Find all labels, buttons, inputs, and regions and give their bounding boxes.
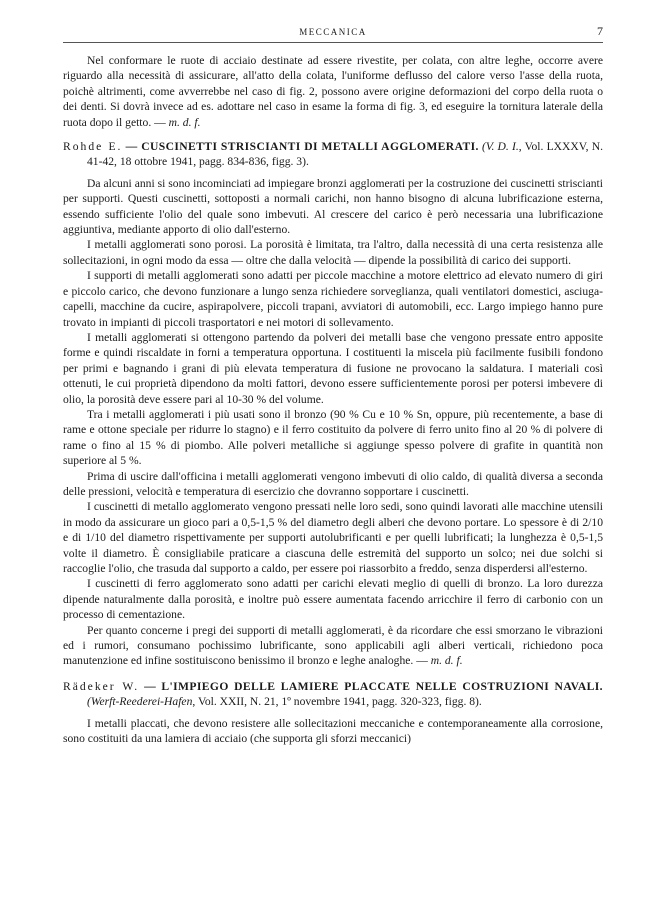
article1-title: — CUSCINETTI STRISCIANTI DI METALLI AGGLOMERATI. xyxy=(125,140,479,154)
intro-text: Nel conformare le ruote di acciaio destinate ad essere rivestite, per colata, con altre leghe, occorre avere riguardo alla necessità di assicurare, all'atto della colata, l'uniforme deflusso del calore verso l'asse della ruota, poichè altrimenti, come avverrebbe nel caso di fig. 2, possono avere origine deformazioni del corpo della ruota o dei denti. Si dovrà invece ad es. adottare nel caso in esame la forma di fig. 3, ed eseguire la tornitura laterale della ruota dopo il getto. — xyxy=(63,54,603,129)
running-title: MECCANICA xyxy=(299,27,367,37)
intro-paragraph xyxy=(63,53,603,130)
page xyxy=(63,26,603,746)
article1-author: Rohde E. xyxy=(63,140,123,154)
article1-paragraph: Da alcuni anni si sono incominciati ad impiegare bronzi agglomerati per la costruzione dei cuscinetti striscianti per supporti. Questi cuscinetti, sottoposti a normali carichi, non hanno bisogno di alcuna lubrificazione esterna, essendo sufficiente l'olio del quale sono imbevuti. Al crescere del carico è però necessaria una lubrificazione aggiuntiva, mediante apporto di olio dall'esterno. xyxy=(63,176,603,237)
article1-paragraph: I metalli agglomerati sono porosi. La porosità è limitata, tra l'altro, dalla necessità di una certa resistenza alle sollecitazioni, in ogni modo da essa — oltre che dalla velocità — dipende la possibilità di carico dei supporti. xyxy=(63,238,603,267)
article1-paragraph: Tra i metalli agglomerati i più usati sono il bronzo (90 % Cu e 10 % Sn, oppure, più recentemente, a base di rame e ottone speciale per ridurre lo stagno) e il ferro costituito da polvere di ferro unito fino al 20 % di polvere di rame o fino al 15 % di piombo. Alle polveri metalliche si aggiunge spesso polvere di grafite in quantità non superiore al 5 %. xyxy=(63,407,603,468)
article2-title: — L'IMPIEGO DELLE LAMIERE PLACCATE NELLE COSTRUZIONI NAVALI. xyxy=(144,679,603,693)
running-header xyxy=(63,26,603,43)
article1-paragraph: I cuscinetti di metallo agglomerato vengono pressati nelle loro sedi, sono quindi lavorati alle macchine utensili in modo da assicurare un gioco pari a 0,5-1,5 % del diametro degli alberi che devono portare. Lo spessore è di 2/10 e di 1/10 del diametro rispettivamente per supporti autolubrificanti e per quelli lubrificati; la lunghezza è 0,5-1,5 volte il diametro. È consigliabile praticare a ciascuna delle estremità del supporto un solco; nei due solchi si raccoglie l'olio, che trasuda dal supporto a caldo, per essere poi riassorbito a freddo, senza disperdersi all'esterno. xyxy=(63,500,603,575)
intro-signature: m. d. f. xyxy=(168,115,201,129)
article1-paragraph: Prima di uscire dall'officina i metalli agglomerati vengono imbevuti di olio caldo, di qualità diversa a seconda delle pressioni, velocità e temperatura di esercizio che dovranno sopportare i cuscinetti. xyxy=(63,469,603,498)
article1-source-details: , Vol. LXXXV, N. 41-42, 18 ottobre 1941, pagg. 834-836, figg. 3). xyxy=(87,140,604,169)
article2-heading xyxy=(63,679,603,710)
article1-paragraph: I supporti di metalli agglomerati sono adatti per piccole macchine a motore elettrico ad elevato numero di giri e piccolo carico, che devono funzionare a lungo senza richiedere sorveglianza, quali ventilatori domestici, asciuga-capelli, macchine da cucire, aspirapolvere, piccoli trapani, avviatori di automobili, ecc. Largo impiego hanno pure trovato in impianti di piccoli trasportatori e nei motori di sollevamento. xyxy=(63,269,603,329)
article1-last-text: Per quanto concerne i pregi dei supporti di metalli agglomerati, è da ricordare che essi smorzano le vibrazioni ed i rumori, consumano pochissimo lubrificante, sono applicabili agli alberi verticali, richiedono poca manutenzione ed infine sostituiscono benissimo il bronzo e leghe analoghe. — xyxy=(63,623,603,668)
article2-author: Rädeker W. xyxy=(63,679,140,693)
article2-source-details: , Vol. XXII, N. 21, 1º novembre 1941, pagg. 320-323, figg. 8). xyxy=(192,695,482,709)
article1-heading xyxy=(63,139,603,170)
article1-last-paragraph xyxy=(63,623,603,669)
article2-paragraph: I metalli placcati, che devono resistere alle sollecitazioni meccaniche e contemporaneamente alla corrosione, sono costituiti da una lamiera di acciaio (che supporta gli sforzi meccanici) xyxy=(63,716,603,746)
page-number: 7 xyxy=(597,24,603,38)
article1-paragraph: I cuscinetti di ferro agglomerato sono adatti per carichi elevati meglio di quelli di bronzo. La loro durezza dipende naturalmente dalla porosità, e inoltre può essere aumentata facendo arricchire il ferro di carbonio con un processo di cementazione. xyxy=(63,577,603,622)
article1-source-journal: (V. D. I. xyxy=(482,140,519,154)
article2-source-journal: (Werft-Reederei-Hafen xyxy=(87,695,193,709)
article1-signature: m. d. f. xyxy=(430,654,463,668)
article1-paragraph: I metalli agglomerati si ottengono partendo da polveri dei metalli base che vengono pressate entro apposite forme e quindi riscaldate in forni a temperatura opportuna. I costituenti la miscela più facilmente fusibili fondono per primi e bagnando i grani di più elevata temperatura di fusione ne provocano la saldatura. I materiali così ottenuti, le cui proprietà dipendono da molti fattori, devono essere sufficientemente porosi per potersi imbevere di olio, la porosità deve essere pari al 10-30 % del volume. xyxy=(63,330,603,406)
